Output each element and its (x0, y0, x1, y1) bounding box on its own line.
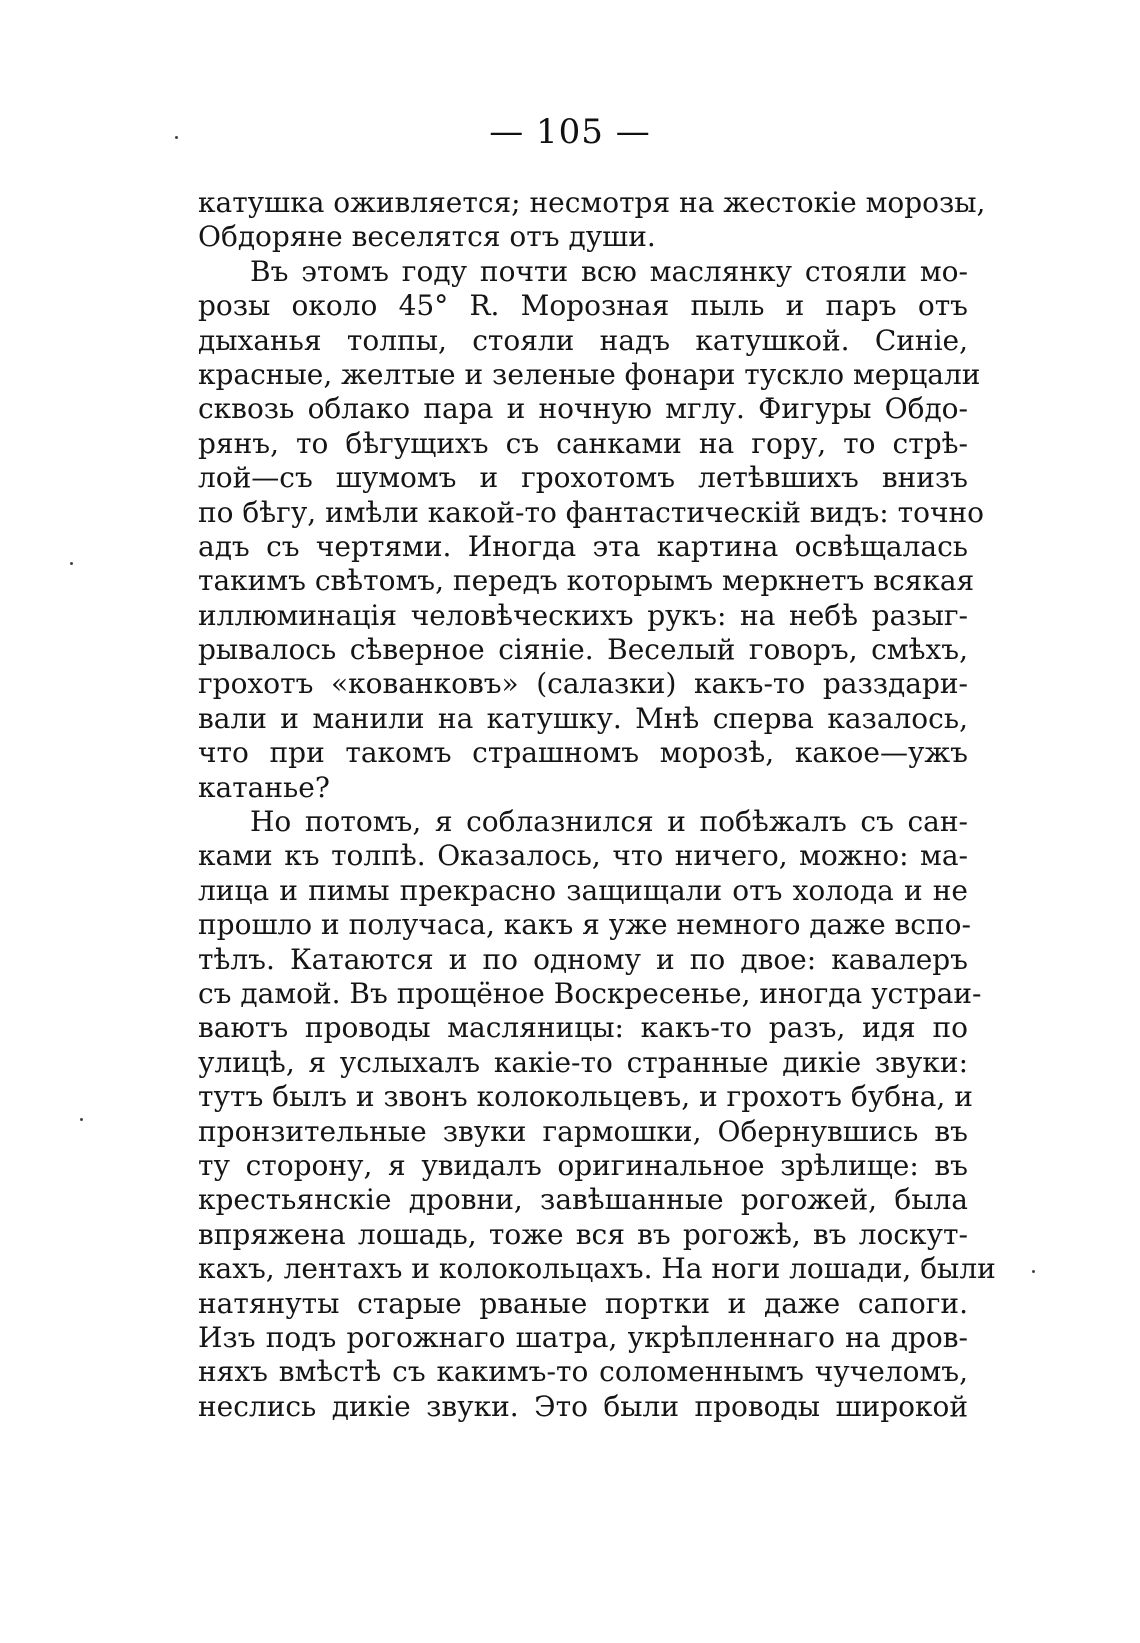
text-line: такимъ свѣтомъ, передъ которымъ меркнетъ всякая (198, 564, 975, 598)
text-line: Въ этомъ году почти всю маслянку стояли мо- (250, 254, 968, 288)
text-line: катанье? (198, 770, 330, 804)
text-line: рянъ, то бѣгущихъ съ санками на гору, то стрѣ- (198, 426, 968, 460)
scan-speck (80, 1118, 83, 1121)
body-text (198, 186, 996, 1424)
text-line: что при такомъ страшномъ морозѣ, какое—ужъ (198, 736, 968, 770)
text-line: крестьянскіе дровни, завѣшанные рогожей, была (198, 1183, 968, 1217)
text-line: дыханья толпы, стояли надъ катушкой. Синіе, (198, 323, 968, 357)
text-line: натянуты старые рваные портки и даже сапоги. (198, 1286, 968, 1320)
text-line: по бѣгу, имѣли какой-то фантастическій видъ: точно (198, 495, 984, 529)
text-line: улицѣ, я услыхалъ какіе-то странные дикіе звуки: (198, 1045, 968, 1079)
text-line: впряжена лошадь, тоже вся въ рогожѣ, въ лоскут- (198, 1217, 968, 1251)
scan-speck (175, 136, 178, 139)
paragraph-1 (198, 186, 986, 255)
text-line: Обдоряне веселятся отъ души. (198, 220, 656, 254)
page-number: — 105 — (489, 112, 651, 152)
text-line: тѣлъ. Катаются и по одному и по двое: кавалеръ (198, 942, 968, 976)
text-line: сквозь облако пара и ночную мглу. Фигуры Обдо- (198, 392, 968, 426)
scan-speck (70, 562, 73, 565)
text-line: неслись дикіе звуки. Это были проводы широкой (198, 1389, 968, 1423)
paragraph-3 (198, 805, 996, 1424)
text-line: пронзительные звуки гармошки, Обернувшись въ (198, 1114, 968, 1148)
paragraph-2 (198, 254, 984, 805)
text-line: красные, желтые и зеленые фонари тускло мерцали (198, 357, 981, 391)
text-line: розы около 45° R. Морозная пыль и паръ отъ (198, 289, 968, 323)
text-line: адъ съ чертями. Иногда эта картина освѣщалась (198, 529, 968, 563)
text-line: ками къ толпѣ. Оказалось, что ничего, можно: ма- (198, 839, 968, 873)
text-line: вали и манили на катушку. Мнѣ сперва казалось, (198, 701, 968, 735)
text-line: грохотъ «кованковъ» (салазки) какъ-то разздари- (198, 667, 968, 701)
text-line: тутъ былъ и звонъ колокольцевъ, и грохотъ бубна, и (198, 1080, 973, 1114)
text-line: катушка оживляется; несмотря на жестокіе морозы, (198, 186, 986, 219)
text-line: ту сторону, я увидалъ оригинальное зрѣлище: въ (198, 1148, 968, 1182)
text-line: лой—съ шумомъ и грохотомъ летѣвшихъ внизъ (198, 461, 968, 495)
text-line: лица и пимы прекрасно защищали отъ холода и не (198, 873, 968, 907)
text-line: кахъ, лентахъ и колокольцахъ. На ноги лошади, были (198, 1252, 996, 1286)
text-line: съ дамой. Въ прощёное Воскресенье, иногда устраи- (198, 976, 982, 1010)
text-line: иллюминація человѣческихъ рукъ: на небѣ разыг- (198, 598, 968, 632)
text-line: Изъ подъ рогожнаго шатра, укрѣпленнаго на дров- (198, 1320, 968, 1354)
text-line: няхъ вмѣстѣ съ какимъ-то соломеннымъ чучеломъ, (198, 1355, 968, 1389)
text-line: прошло и получаса, какъ я уже немного даже вспо- (198, 908, 971, 942)
text-line: рывалось сѣверное сіяніе. Веселый говоръ, смѣхъ, (198, 633, 968, 667)
text-line: ваютъ проводы масляницы: какъ-то разъ, идя по (198, 1011, 968, 1045)
text-line: Но потомъ, я соблазнился и побѣжалъ съ сан- (250, 805, 968, 839)
scan-speck (1032, 1270, 1035, 1273)
